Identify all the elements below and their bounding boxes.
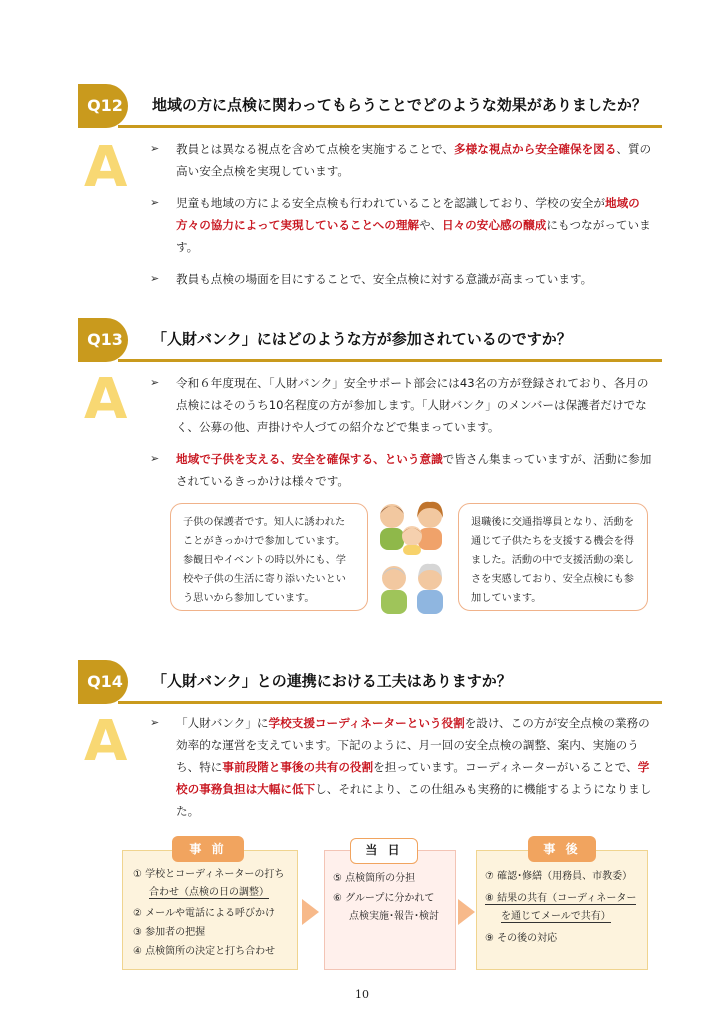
- elderly-couple-icon: [381, 564, 443, 614]
- flow-after-box: [476, 850, 648, 970]
- text: 「人財バンク」に: [176, 716, 269, 730]
- arrow-bullet-icon: ➢: [150, 272, 160, 285]
- text: 教員も点検の場面を目にすることで、安全点検に対する意識が高まっています。: [176, 272, 593, 286]
- emphasis-text: 日々の安心感の醸成: [441, 218, 547, 232]
- q14-title: 「人財バンク」との連携における工夫はありますか？: [152, 672, 512, 690]
- emphasis-text: 学校の事務負担は大幅に低下: [176, 760, 650, 796]
- emphasis-text: 事前段階と事後の共有の役割: [222, 760, 374, 774]
- list-item: [150, 712, 660, 822]
- q12-header: [78, 84, 662, 128]
- q14-answer-mark: A: [84, 709, 128, 774]
- q13-divider: [118, 359, 662, 362]
- family-icon: [380, 502, 443, 555]
- flow-arrow-icon: [458, 899, 475, 925]
- text: 令和６年度現在、「人財バンク」安全サポート部会には43名の方が登録されており、各月の点検にはそのうち10名程度の方が参加します。「人財バンク」のメンバーは保護者だけでなく、公募の他、声掛けや人づての紹介などで集まっています。: [176, 376, 649, 434]
- text: にもつながっています。: [176, 218, 651, 254]
- q14-badge: Q14: [78, 660, 128, 704]
- text: を設け、この方が安全点検の業務の効率的な運営を支えています。下記のように、月一回の安全点検の調整、案内、実施のうち、特に: [176, 716, 650, 774]
- arrow-bullet-icon: ➢: [150, 452, 160, 465]
- flow-day-item-5: ⑤ 点検箇所の分担: [333, 873, 416, 884]
- emphasis-text: 学校支援コーディネーターという役割: [268, 716, 465, 730]
- flow-day-item-6: ⑥ グループに分かれて: [333, 893, 435, 904]
- q13-title: 「人財バンク」にはどのような方が参加されているのですか？: [152, 330, 572, 348]
- list-item: [150, 268, 660, 290]
- q12-answer-mark: A: [84, 135, 128, 200]
- text: を担っています。コーディネーターがいることで、: [373, 760, 638, 774]
- text: で皆さん集まっていますが、活動に参加されているきっかけは様々です。: [176, 452, 652, 488]
- speech-bubble-retiree: 退職後に交通指導員となり、活動を通じて子供たちを支援する機会を得ました。活動の中で支援活動の楽しさを実感しており、安全点検にも参加しています。: [458, 503, 648, 611]
- flow-before-item-4: ④ 点検箇所の決定と打ち合わせ: [133, 946, 276, 957]
- speech-bubble-parent: 子供の保護者です。知人に誘われたことがきっかけで参加しています。参観日やイベントの時以外にも、学校や子供の生活に寄り添いたいという思いから参加しています。: [170, 503, 368, 611]
- flow-arrow-icon: [302, 899, 319, 925]
- arrow-bullet-icon: ➢: [150, 376, 160, 389]
- flow-before-item-1b: 合わせ（点検の日の調整）: [149, 887, 269, 898]
- q13-header: [78, 318, 662, 362]
- flow-before-item-3: ③ 参加者の把握: [133, 927, 206, 938]
- flow-after-item-7: ⑦ 確認･修繕（用務員、市教委）: [485, 871, 633, 882]
- emphasis-text: 多様な視点から安全確保を図る: [454, 142, 617, 156]
- text: し、それにより、この仕組みも実務的に機能するようになりました。: [176, 782, 652, 818]
- list-item: [150, 138, 660, 182]
- list-item: [150, 192, 660, 258]
- flow-after-item-9: ⑨ その後の対応: [485, 933, 558, 944]
- q14-answer-list: [150, 712, 660, 832]
- page-number: 10: [355, 988, 369, 1001]
- flow-day-label: 当 日: [350, 838, 418, 864]
- q12-badge: Q12: [78, 84, 128, 128]
- q13-answer-mark: A: [84, 367, 128, 432]
- text: 教員とは異なる視点を含めて点検を実施することで、: [176, 142, 455, 156]
- emphasis-text: 地域の方々の協力によって実現していることへの理解: [176, 196, 640, 232]
- q12-title: 地域の方に点検に関わってもらうことでどのような効果がありましたか？: [152, 96, 647, 114]
- flow-before-label: 事 前: [172, 836, 244, 862]
- list-item: [150, 448, 660, 492]
- emphasis-text: 地域で子供を支える、安全を確保する、という意識: [176, 452, 443, 466]
- flow-after-item-8b: を通じてメールで共有）: [501, 911, 611, 922]
- q13-badge: Q13: [78, 318, 128, 362]
- flow-before-item-2: ② メールや電話による呼びかけ: [133, 908, 275, 919]
- flow-day-item-6b: 点検実施･報告･検討: [349, 911, 439, 922]
- q13-answer-list: [150, 372, 660, 502]
- q14-header: [78, 660, 662, 704]
- q12-answer-list: [150, 138, 660, 300]
- q12-divider: [118, 125, 662, 128]
- flow-before-item-1: ① 学校とコーディネーターの打ち: [133, 869, 285, 880]
- flow-before-box: [122, 850, 298, 970]
- text: や、: [419, 218, 442, 232]
- flow-after-item-8: ⑧ 結果の共有（コーディネーター: [485, 893, 637, 904]
- arrow-bullet-icon: ➢: [150, 196, 160, 209]
- flow-after-label: 事 後: [528, 836, 596, 862]
- q14-divider: [118, 701, 662, 704]
- flow-day-box: [324, 850, 456, 970]
- text: 、質の高い安全点検を実現しています。: [176, 142, 652, 178]
- arrow-bullet-icon: ➢: [150, 142, 160, 155]
- people-illustration: [370, 498, 456, 616]
- list-item: [150, 372, 660, 438]
- text: 児童も地域の方による安全点検も行われていることを認識しており、学校の安全が: [176, 196, 605, 210]
- arrow-bullet-icon: ➢: [150, 716, 160, 729]
